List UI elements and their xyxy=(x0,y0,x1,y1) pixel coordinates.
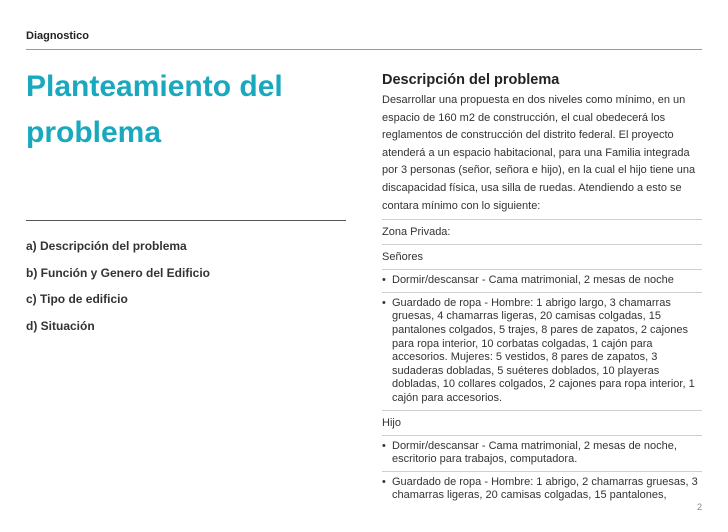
list-item-text: Dormir/descansar - Cama matrimonial, 2 mesas de noche, escritorio para trabajos, computadora. xyxy=(392,439,677,466)
toc-item: a) Descripción del problema xyxy=(26,239,187,253)
bullet-icon: • xyxy=(382,296,386,309)
bullet-icon: • xyxy=(382,439,386,452)
header-divider xyxy=(26,49,702,50)
zone-label: Zona Privada: xyxy=(382,220,702,245)
list-item-text: Dormir/descansar - Cama matrimonial, 2 mesas de noche xyxy=(392,274,674,287)
toc-item: c) Tipo de edificio xyxy=(26,292,128,306)
senores-label: Señores xyxy=(382,245,702,270)
bullet-icon: • xyxy=(382,475,386,488)
table-of-contents xyxy=(26,239,356,345)
toc-item: d) Situación xyxy=(26,318,95,333)
list-item-text: Guardado de ropa - Hombre: 1 abrigo, 2 chamarras gruesas, 3 chamarras ligeras, 20 camisas colgadas, 15 pantalones, xyxy=(392,475,698,502)
list-item xyxy=(382,472,702,507)
list-item xyxy=(382,293,702,411)
list-item xyxy=(382,270,702,293)
problem-description-panel xyxy=(382,72,702,507)
page-title: Planteamiento del problema xyxy=(26,70,283,149)
toc-item: b) Función y Genero del Edificio xyxy=(26,265,211,280)
bullet-icon: • xyxy=(382,274,386,287)
description-paragraph: Desarrollar una propuesta en dos niveles como mínimo, en un espacio de 160 m2 de construcción, el cual obedecerá los reglamentos de construcción del distrito federal. El proyecto atenderá a un espacio habitacional, para una Familia integrada por 3 personas (señor, señora e hijo), en la cual el hijo tiene una discapacidad física, usa silla de ruedas. Atendiendo a esto se contara mínimo con lo siguiente: xyxy=(382,92,702,220)
hijo-label: Hijo xyxy=(382,411,702,436)
section-title: Descripción del problema xyxy=(382,72,560,88)
slide-header: Diagnostico xyxy=(26,30,89,42)
title-divider xyxy=(26,220,346,221)
page-number: 2 xyxy=(696,502,702,512)
list-item-text: Guardado de ropa - Hombre: 1 abrigo largo, 3 chamarras gruesas, 4 chamarras ligeras, 20 camisas colgadas, 15 pantalones colgados, 5 trajes, 8 pares de zapatos, 2 cajones para ropa interior, 10 corbatas colgadas, 1 cajón para accesorios. Mujeres: 5 vestidos, 8 pares de zapatos, 3 sudaderas dobladas, 5 suéteres doblados, 10 playeras dobladas, 10 collares colgados, 2 cajones para ropa interior, 1 cajón para accesorios. xyxy=(392,296,695,404)
list-item xyxy=(382,436,702,472)
